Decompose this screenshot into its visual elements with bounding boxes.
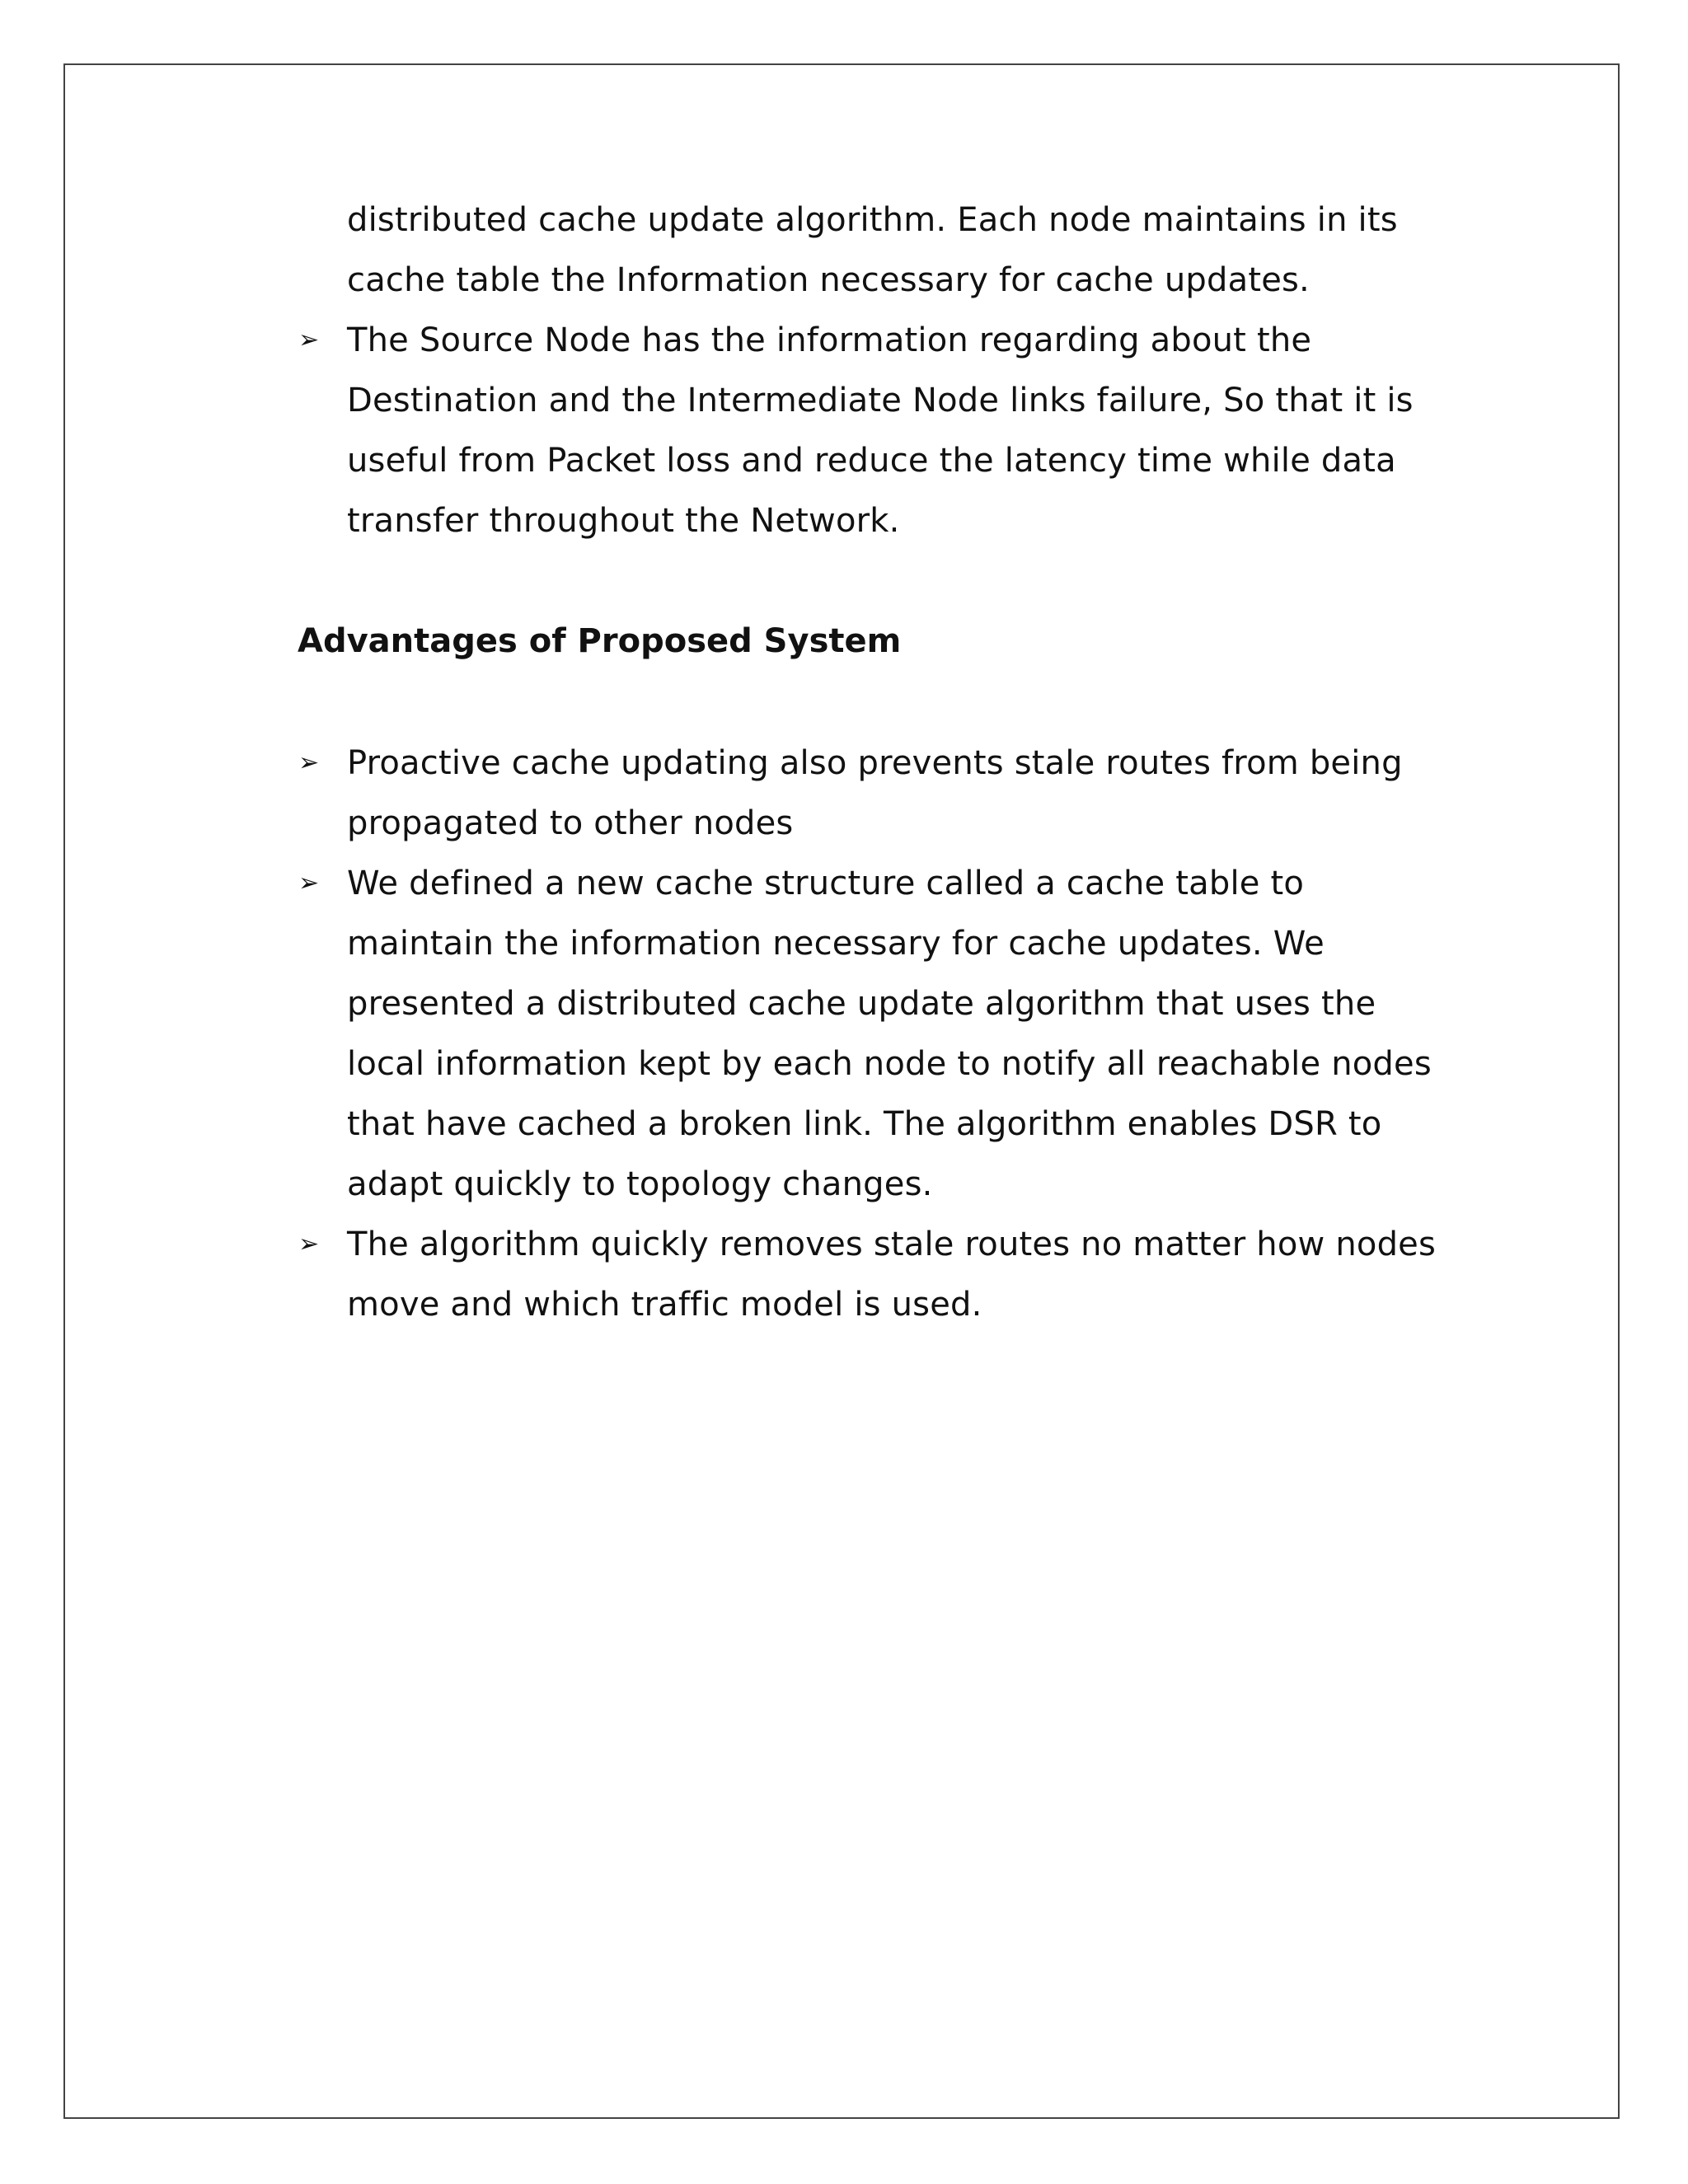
bullet-text-line: The Source Node has the information regarding about the (347, 321, 1312, 359)
continuation-line: distributed cache update algorithm. Each node maintains in its (347, 201, 1398, 239)
advantage-text-line: We defined a new cache structure called a cache table to (347, 865, 1305, 902)
bullet-arrow-icon: ➢ (298, 326, 320, 354)
advantage-text-line: The algorithm quickly removes stale routes no matter how nodes (347, 1226, 1437, 1263)
advantage-text-line: propagated to other nodes (347, 804, 794, 842)
bullet-arrow-icon: ➢ (298, 748, 320, 777)
continuation-line: cache table the Information necessary for cache updates. (347, 261, 1310, 299)
section-heading: Advantages of Proposed System (298, 622, 902, 660)
bullet-text-line: Destination and the Intermediate Node links failure, So that it is (347, 382, 1414, 419)
advantage-text-line: local information kept by each node to notify all reachable nodes (347, 1045, 1432, 1083)
advantage-text-line: presented a distributed cache update algorithm that uses the (347, 985, 1376, 1023)
advantage-text-line: move and which traffic model is used. (347, 1286, 982, 1324)
page-border (63, 63, 1620, 2119)
advantage-text-line: Proactive cache updating also prevents stale routes from being (347, 744, 1403, 782)
advantage-text-line: maintain the information necessary for cache updates. We (347, 925, 1325, 963)
bullet-arrow-icon: ➢ (298, 869, 320, 898)
advantage-text-line: adapt quickly to topology changes. (347, 1165, 933, 1203)
bullet-arrow-icon: ➢ (298, 1230, 320, 1258)
bullet-text-line: useful from Packet loss and reduce the latency time while data (347, 442, 1396, 480)
bullet-text-line: transfer throughout the Network. (347, 502, 900, 540)
advantage-text-line: that have cached a broken link. The algorithm enables DSR to (347, 1105, 1382, 1143)
